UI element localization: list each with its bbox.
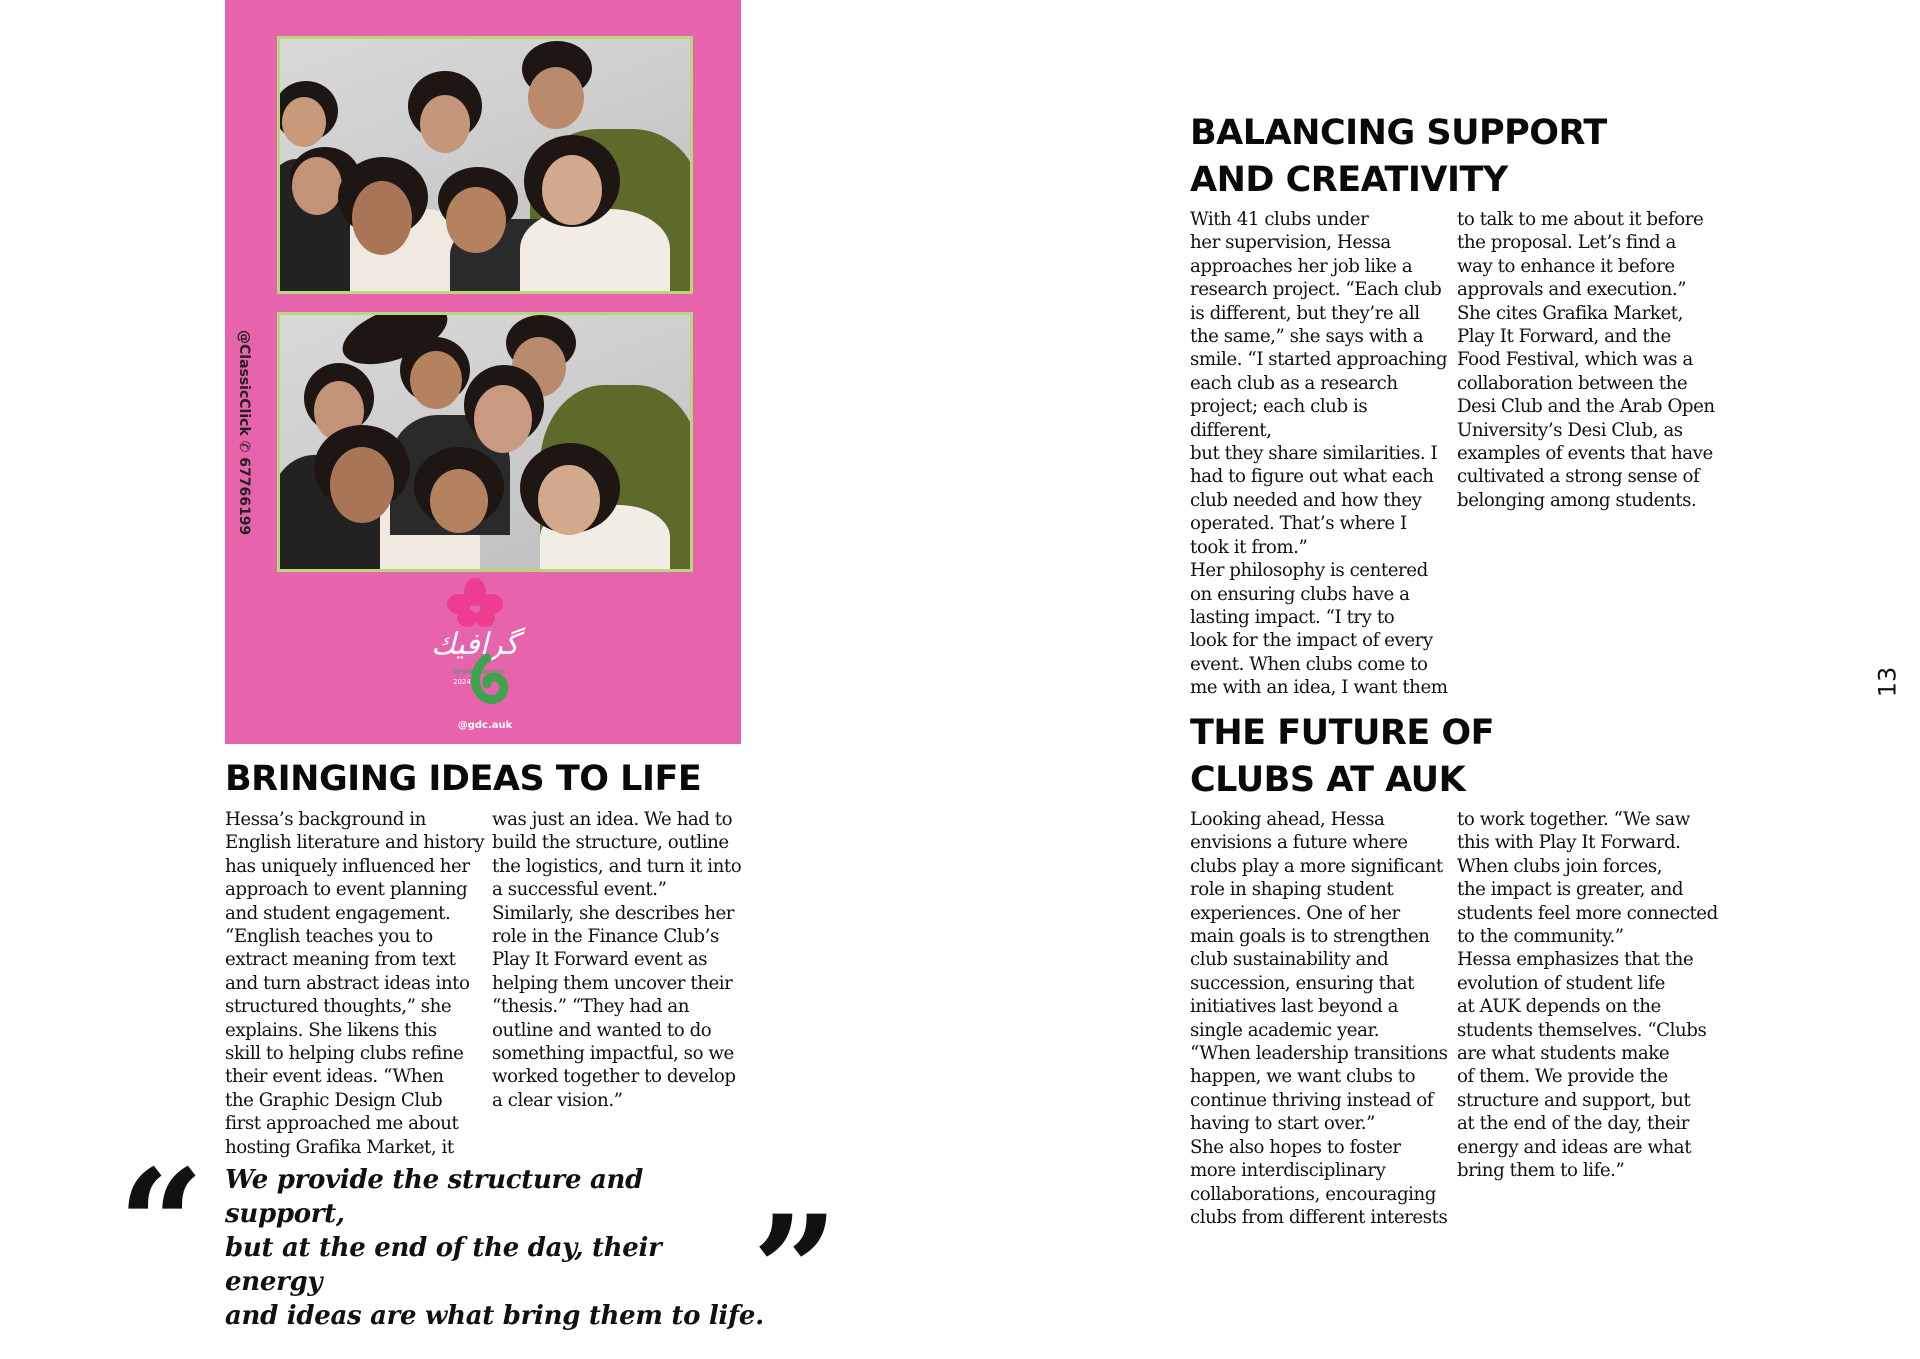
logo-handle: @gdc.auk	[457, 720, 513, 731]
right-top-column-1: With 41 clubs under her supervision, Hessa approaches her job like a research project. “Each club is different, but they’re all the same,” she says with a smile. “I started approaching each club as a research project; each club is different, but they share similarities. I had to figure out what each club needed and how they operated. That’s where I took it from.” Her philosophy is centered on ensuring clubs have a lasting impact. “I try to look for the impact of every event. When clubs come to me with an idea, I want them	[1190, 209, 1448, 699]
open-quote-mark: “	[118, 1137, 205, 1313]
svg-text:Grafika Market: Grafika Market	[453, 668, 505, 676]
page-number: 13	[1873, 666, 1902, 698]
close-quote-mark: ”	[752, 1183, 839, 1359]
heading-line: AND CREATIVITY	[1190, 160, 1508, 200]
heading-line: CLUBS AT AUK	[1190, 760, 1466, 800]
section-heading-balancing-support	[1190, 110, 1607, 204]
group-photo-top	[277, 36, 693, 294]
photo-credit-text: @ClassicClick ✆ 67766199	[236, 330, 252, 536]
group-photo-bottom	[277, 312, 693, 572]
right-bottom-column-2: to work together. “We saw this with Play It Forward. When clubs join forces, the impact is greater, and students feel more connected to the community.” Hessa emphasizes that the evolution of student life at AUK depends on the students themselves. “Clubs are what students make of them. We provide the structure and support, but at the end of the day, their energy and ideas are what bring them to life.”	[1457, 809, 1718, 1182]
right-top-column-2: to talk to me about it before the proposal. Let’s find a way to enhance it before approvals and execution.” She cites Grafika Market, Play It Forward, and the Food Festival, which was a collaboration between the Desi Club and the Arab Open University’s Desi Club, as examples of events that have cultivated a strong sense of belonging among students.	[1457, 209, 1715, 511]
flower-logo-icon	[425, 578, 545, 718]
svg-text:گرافيك: گرافيك	[431, 627, 519, 662]
svg-text:2024: 2024	[453, 678, 471, 686]
pull-quote-text: We provide the structure and support, but at the end of the day, their energy and ideas are what bring them to life.	[225, 1165, 764, 1331]
section-heading-future-of-clubs	[1190, 710, 1494, 804]
grafika-logo	[425, 578, 545, 738]
heading-line: THE FUTURE OF	[1190, 713, 1495, 753]
left-column-2: was just an idea. We had to build the structure, outline the logistics, and turn it into a successful event.” Similarly, she describes her role in the Finance Club’s Play It Forward event as helping them uncover their “thesis.” “They had an outline and wanted to do something impactful, so we worked together to develop a clear vision.”	[492, 809, 742, 1111]
heading-line: BALANCING SUPPORT	[1190, 113, 1607, 153]
right-bottom-column-1: Looking ahead, Hessa envisions a future where clubs play a more significant role in shaping student experiences. One of her main goals is to strengthen club sustainability and succession, ensuring that initiatives last beyond a single academic year. “When leadership transitions happen, we want clubs to continue thriving instead of having to start over.” She also hopes to foster more interdisciplinary collaborations, encouraging clubs from different interests	[1190, 809, 1448, 1228]
left-column-1: Hessa’s background in English literature and history has uniquely influenced her approach to event planning and student engagement. “English teaches you to extract meaning from text and turn abstract ideas into structured thoughts,” she explains. She likens this skill to helping clubs refine their event ideas. “When the Graphic Design Club first approached me about hosting Grafika Market, it	[225, 809, 485, 1158]
photo-strip	[225, 0, 741, 744]
section-heading-bringing-ideas: BRINGING IDEAS TO LIFE	[225, 759, 702, 799]
